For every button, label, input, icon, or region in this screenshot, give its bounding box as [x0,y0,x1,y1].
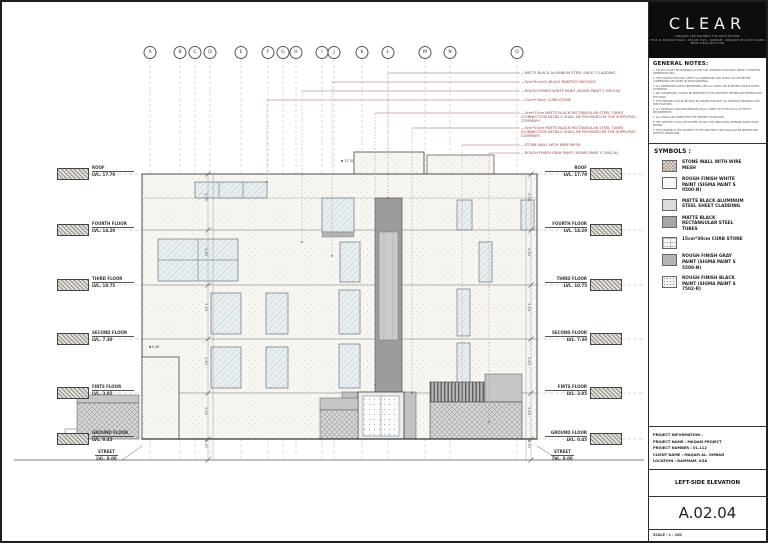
dimension-value: 3.45 [204,357,208,366]
legend-label: MATTE BLACK ALUMINUM STEEL SHEET CLADDING [682,198,744,210]
general-note: 9. THIS DRAWING IS THE PROPERTY OF THE ARCHITECT AND SHALL NOT BE REPRODUCED WITHOUT PERMISSION. [653,128,759,135]
grid-letter: G [277,46,290,59]
dimension-value: 3.50 [527,193,531,202]
legend-item [662,160,761,172]
project-info-line: CLIENT NAME : MAQAM AL. OMRAN [653,452,725,457]
general-note: 2. THE CONTRACTOR SHALL VERIFY ALL DIMENSIONS AND LEVELS ON SITE BEFORE COMMENCING ANY WORK OR SHOP DRAWINGS. [653,76,751,83]
street-level: LVL. 0.00 [96,456,117,462]
dimension-value: 3.45 [527,357,531,366]
view-title: LEFT-SIDE ELEVATION [649,469,766,496]
spot-level-value: 0.40 [152,345,160,349]
grid-letter: E [235,46,248,59]
grid-letter: O [511,46,524,59]
dimension-value: 3.45 [527,248,531,257]
grid-letter: B [174,46,187,59]
dimension-value: 0.45 [204,440,208,449]
project-info-section [649,426,766,469]
project-info-line: PROJECT NAME : MAQAM PROJECT [653,439,722,444]
material-callout: — ROUGH FINISH GRAY PAINT (SIGMA PAINT S 5500-N) [521,151,645,155]
title-block [648,2,766,541]
firm-name: ALMAQAM AND PARTNERS FOR ARCHITECTURE [674,34,741,38]
grid-letter: K [356,46,369,59]
legend-label: 15cm*30cm CURB STONE [682,237,743,243]
level-value: LVL. 10.75 [92,283,116,289]
level-value: LVL. 7.30 [92,337,113,343]
level-name: ROOF [545,165,587,172]
level-value: LVL. 14.20 [92,228,116,234]
firm-logo: CLEAR [668,13,747,33]
level-value: LVL. 10.75 [563,283,587,289]
firm-address: 7523 AL MADINAH ROAD - 909 KM 3523 - DAMMAM - KINGDOM OF SAUDI ARABIA [650,38,765,42]
general-note: 8. THE ARCHITECT SHALL BE NOTIFIED OF ANY SITE CONDITIONS DIFFERING FROM THOSE SHOWN. [653,120,759,128]
project-info-line: PROJECT NUMBER : 01.112 [653,446,707,451]
symbols-legend [654,160,761,293]
level-value: LVL. 0.45 [92,437,113,443]
street-level: LVL. 0.00 [552,456,573,462]
scale-label: SCALE / 1 : 100 [649,529,766,541]
level-name: THIRD FLOOR [545,276,587,283]
level-flag-icon: ▼ [149,345,152,349]
legend-label: MATTE BLACK RECTANGULAR STEEL TUBES [682,215,734,232]
dimension-value: 3.40 [527,407,531,416]
material-callout: — MATTE BLACK ALUMINUM STEEL SHEET CLADDING [521,71,645,75]
general-notes-section [649,58,766,144]
level-name: FIRTS FLOOR [92,384,134,391]
dimension-value: 3.40 [204,407,208,416]
dimension-value: 3.45 [204,303,208,312]
grid-letter: I [316,46,329,59]
level-name: SECOND FLOOR [92,330,134,337]
general-note: 1. DO NOT SCALE THE DRAWINGS IN CASE FOR CONSTRUCTION WORK, REFER TO WRITTEN DIMENSIONS ONLY. [653,68,760,75]
legend-item [662,216,761,233]
firm-website: WWW.CLEAR-ARCH.COM [690,42,725,46]
general-notes-title: GENERAL NOTES: [653,61,709,67]
firm-header [649,2,766,58]
material-swatch [662,254,677,266]
level-name: ROOF [92,165,134,172]
level-name: FIRTS FLOOR [545,384,587,391]
material-callout: — ROUGH FINISH WHITE PAINT (SIGMA PAINT S 0500-N) [521,89,645,93]
sheet-number: A.02.04 [649,496,766,529]
dimension-value: 0.45 [527,440,531,449]
grid-letter: N [444,46,457,59]
level-name: SECOND FLOOR [545,330,587,337]
material-swatch [662,160,677,172]
general-note: 3. ALL DIMENSIONS ARE IN CENTIMETERS AND ALL LEVELS ARE IN METERS UNLESS NOTED OTHERWISE. [653,84,760,91]
legend-label: ROUGH FINISH GRAY PAINT (SIGMA PAINT S 5500-N) [682,254,736,271]
level-value: LVL. 3.85 [92,391,113,397]
general-note: 7. ALL LEVELS ARE TAKEN FROM THE FINISHED FLOOR LEVEL. [653,116,726,120]
legend-label: ROUGH FINISH BLACK PAINT (SIGMA PAINT S 7502-R) [682,276,736,293]
material-swatch [662,199,677,211]
project-info-line: PROJECT INFORMATION : [653,433,703,438]
level-name: GROUND FLOOR [545,430,587,437]
general-note: 5. THIS DRAWING SHOULD BE READ IN CONJUNCTION WITH ALL RELEVANT DRAWINGS AND SPECIFICATIONS. [653,100,760,107]
level-value: LVL. 14.20 [563,228,587,234]
general-note: 4. ANY DISCREPANCY SHOULD BE REPORTED TO THE ARCHITECT BEFORE PROCEEDING WITH THE WORK. [653,92,762,99]
level-value: LVL. 7.30 [566,337,587,343]
spot-level-value: 17.70 [344,159,354,163]
grid-letter: M [419,46,432,59]
level-name: FOURTH FLOOR [545,221,587,228]
general-notes-list [653,69,762,135]
legend-item [662,254,761,271]
grid-letter: A [144,46,157,59]
legend-label: STONE WALL WITH WIRE MESH [682,160,742,171]
grid-letter: F [262,46,275,59]
grid-letter: D [204,46,217,59]
street-name: STREET [95,449,118,456]
symbols-title: SYMBOLS : [654,148,691,155]
material-swatch [662,237,677,249]
dimension-value: 3.45 [527,303,531,312]
level-value: LVL. 17.70 [92,172,116,178]
level-value: LVL. 3.85 [566,391,587,397]
level-flag-icon: ▼ [341,159,344,163]
grid-letter: C [189,46,202,59]
project-info-line: LOCATION : DAMMAM, KSA [653,459,708,464]
street-name: STREET [551,449,574,456]
level-name: FOURTH FLOOR [92,221,134,228]
symbols-section [649,144,766,426]
material-callout: — 5cm*10cm MATTE BLACK RECTANGULAR STEEL TUBES (CONNECTION DETAILS SHALL BE PROVIDED BY THE SUPPLYING COMPANY) [521,111,645,124]
level-value: LVL. 0.45 [566,437,587,443]
material-callout: — 5cm*5cm(D) BLACK PAINTED GROOVES [521,80,645,84]
grid-letter: H [290,46,303,59]
dimension-value: 3.45 [204,248,208,257]
material-swatch [662,177,677,189]
legend-item [662,177,761,194]
dimension-value: 3.50 [204,193,208,202]
material-callout: — 15cm*30cm CURB STONE [521,98,645,102]
legend-item [662,276,761,293]
level-name: THIRD FLOOR [92,276,134,283]
grid-letter: J [328,46,341,59]
material-swatch [662,276,677,288]
grid-letter: L [382,46,395,59]
material-swatch [662,216,677,228]
legend-label: ROUGH FINISH WHITE PAINT (SIGMA PAINT S 0500-N) [682,177,736,194]
legend-item [662,199,761,211]
level-value: LVL. 17.70 [563,172,587,178]
general-note: 6. ALL MATERIALS AND WORKMANSHIP SHALL COMPLY WITH THE LOCAL AUTHORITY REQUIREMENTS. [653,108,752,115]
level-name: GROUND FLOOR [92,430,134,437]
material-callout: — 5cm*20cm MATTE BLACK RECTANGULAR STEEL TUBES (CONNECTION DETAILS SHALL BE PROVIDED BY THE SUPPLYING COMPANY) [521,126,645,139]
legend-item [662,237,761,249]
material-callout: — STONE WALL WITH WIRE MESH [521,143,645,147]
